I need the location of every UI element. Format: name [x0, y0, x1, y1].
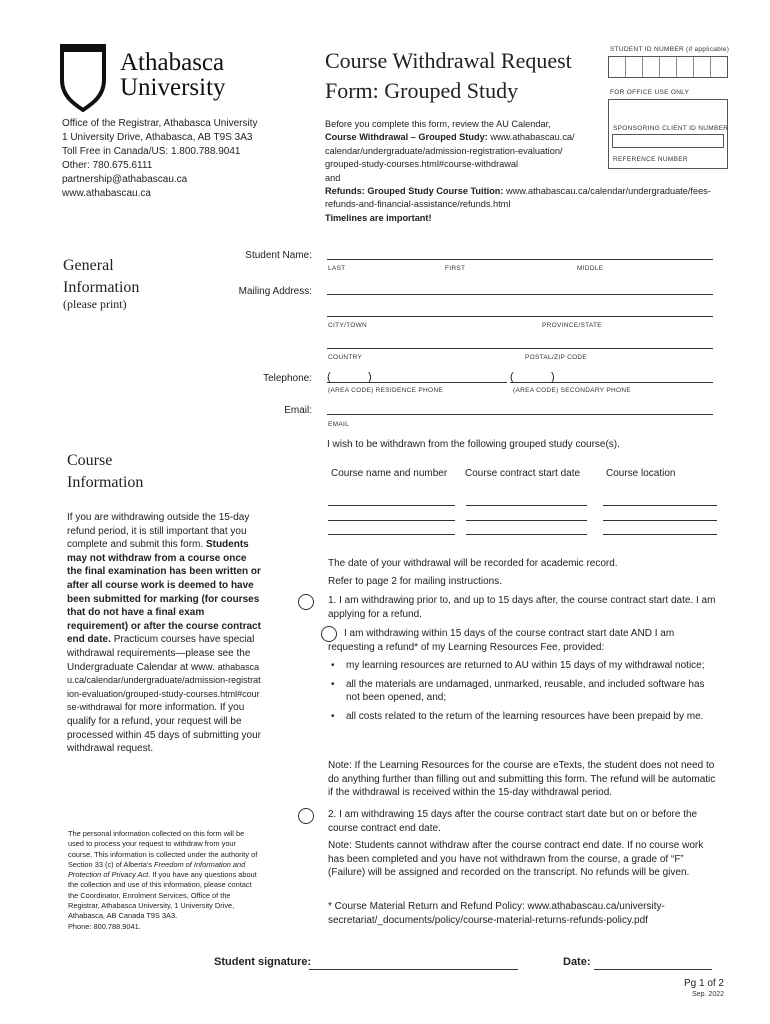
date-input[interactable]: [594, 969, 712, 970]
condition-item: • all the materials are undamaged, unmarked, reusable, and included software has not been opened, and;: [328, 678, 708, 705]
mailing-address-label: Mailing Address:: [238, 286, 312, 297]
etext-note: Note: If the Learning Resources for the course are eTexts, the student does not need to do anything further than filling out and submitting this form. The refund will be automatic if the withdrawal is received within the 15-day withdrawal period.: [328, 760, 716, 799]
course-intro: I wish to be withdrawn from the following grouped study course(s).: [327, 439, 620, 450]
privacy-text: If you have any questions about the collection and use of this information, please contact the Coordinator, Enrolment Services, Office of the Registrar, Athabasca University, 1 University Drive, Athabasca, AB Canada T9S 3A3.: [68, 870, 257, 921]
privacy-phone: Phone: 800.788.9041.: [68, 921, 141, 931]
course-name-input-3[interactable]: [328, 534, 455, 535]
timelines-note: Timelines are important!: [325, 212, 432, 223]
refund-processing-text: for more information. If you qualify for a refund, your request will be processed within 45 days of submitting your withdrawal request.: [67, 702, 261, 755]
location-input-1[interactable]: [603, 505, 717, 506]
date-label: Date:: [563, 956, 591, 968]
start-date-input-1[interactable]: [466, 505, 587, 506]
course-heading: [67, 450, 143, 494]
secondary-phone-caption: (AREA CODE) SECONDARY PHONE: [513, 387, 632, 394]
general-heading: [63, 255, 139, 299]
privacy-act: Freedom of Information and Protection of Privacy Act.: [68, 859, 246, 880]
signature-input[interactable]: [309, 969, 518, 970]
email-label: Email:: [284, 405, 312, 416]
practicum-text: Practicum courses have special withdrawal requirements—please see the Undergraduate Calendar at www.: [67, 634, 255, 673]
col-course-name: Course name and number: [331, 468, 448, 479]
col-location: Course location: [606, 468, 676, 479]
mailing-address-input-2[interactable]: [327, 316, 713, 317]
privacy-notice: [68, 829, 258, 932]
last-caption: LAST: [328, 265, 346, 272]
course-name-input-1[interactable]: [328, 505, 455, 506]
title-line1: Course Withdrawal Request: [325, 48, 572, 73]
option-1b-text: I am withdrawing within 15 days of the course contract start date AND I am requesting a refund* of my Learning Resources Fee, provided:: [328, 628, 675, 653]
postal-caption: POSTAL/ZIP CODE: [525, 354, 588, 361]
signature-label: Student signature:: [214, 956, 312, 968]
student-name-input[interactable]: [327, 259, 713, 260]
location-input-3[interactable]: [603, 534, 717, 535]
shield-icon: [60, 44, 106, 112]
withdrawal-link[interactable]: www.athabascau.ca/: [487, 132, 575, 143]
page-number: Pg 1 of 2: [683, 978, 724, 989]
option-2-radio[interactable]: [298, 808, 314, 824]
au-logo: [60, 44, 260, 114]
student-id-label: STUDENT ID NUMBER (if applicable): [610, 46, 730, 53]
address-website: www.athabascau.ca: [62, 188, 151, 199]
refund-conditions: [328, 659, 708, 728]
mailing-address-input[interactable]: [327, 294, 713, 295]
condition-item: • all costs related to the return of the learning resources have been prepaid by me.: [328, 710, 708, 724]
course-heading-2: Information: [67, 474, 144, 491]
title-line2: Form: Grouped Study: [325, 78, 519, 103]
phone-paren-open: (: [510, 371, 514, 383]
option-2-text: 2. I am withdrawing 15 days after the course contract start date but on or before the course contract end date.: [328, 809, 698, 834]
date-note: The date of your withdrawal will be recorded for academic record.: [328, 558, 618, 569]
withdrawal-info: [67, 511, 262, 756]
course-name-input-2[interactable]: [328, 520, 455, 521]
revision-date: Sep. 2022: [692, 991, 724, 998]
office-use-label: FOR OFFICE USE ONLY: [610, 89, 690, 96]
email-caption: EMAIL: [328, 421, 350, 428]
reference-label: REFERENCE NUMBER: [613, 156, 688, 163]
intro-and: and: [325, 172, 341, 183]
student-name-label: Student Name:: [245, 250, 312, 261]
address-line: Toll Free in Canada/US: 1.800.788.9041: [62, 146, 241, 157]
student-id-input[interactable]: [608, 56, 728, 78]
country-caption: COUNTRY: [328, 354, 363, 361]
phone-paren-open: (: [327, 371, 331, 383]
phone-paren-close: ): [368, 371, 372, 383]
address-email: partnership@athabascau.ca: [62, 174, 188, 185]
intro-text: [325, 118, 725, 225]
course-heading-1: Course: [67, 452, 113, 469]
province-caption: PROVINCE/STATE: [542, 322, 602, 329]
location-input-2[interactable]: [603, 520, 717, 521]
residence-phone-caption: (AREA CODE) RESIDENCE PHONE: [328, 387, 444, 394]
calendar-link[interactable]: athabascau.ca/calendar/undergraduate/admission-registration-evaluation/grouped-study-courses.html#course-withdrawal: [67, 661, 261, 713]
option-1-radio[interactable]: [298, 594, 314, 610]
address-line: 1 University Drive, Athabasca, AB T9S 3A3: [62, 132, 253, 143]
start-date-input-2[interactable]: [466, 520, 587, 521]
start-date-input-3[interactable]: [466, 534, 587, 535]
country-input[interactable]: [327, 348, 713, 349]
first-caption: FIRST: [445, 265, 466, 272]
refunds-link[interactable]: www.athabascau.ca/calendar/undergraduate/fees-: [503, 186, 711, 197]
withdrawal-link[interactable]: grouped-study-courses.html#course-withdrawal: [325, 159, 519, 170]
withdrawal-restriction: Students may not withdraw from a course once the final examination has been written or after all course work is deemed to have been submitted for marking (for courses that do not have a final exam requirement) or after the course contract end date.: [67, 539, 261, 646]
secondary-phone-input[interactable]: [510, 382, 713, 383]
sponsoring-label: SPONSORING CLIENT ID NUMBER: [613, 125, 729, 132]
policy-note: * Course Material Return and Refund Policy: www.athabascau.ca/university-secretariat/_documents/policy/course-material-returns-refunds-policy.pdf: [328, 901, 665, 926]
address-line: Other: 780.675.6111: [62, 160, 153, 171]
withdrawal-link[interactable]: calendar/undergraduate/admission-registration-evaluation/: [325, 145, 563, 156]
condition-item: • my learning resources are returned to AU within 15 days of my withdrawal notice;: [328, 659, 708, 673]
residence-phone-input[interactable]: [327, 382, 507, 383]
refunds-link[interactable]: refunds-and-financial-assistance/refunds.html: [325, 199, 511, 210]
withdrawal-label: Course Withdrawal – Grouped Study:: [325, 132, 488, 143]
withdrawal-info-text: If you are withdrawing outside the 15-day refund period, it is still important that you complete and submit this form.: [67, 512, 250, 551]
mailing-note: Refer to page 2 for mailing instructions.: [328, 576, 502, 587]
email-input[interactable]: [327, 414, 713, 415]
logo-line1: Athabasca: [120, 49, 225, 76]
refunds-label: Refunds: Grouped Study Course Tuition:: [325, 186, 504, 197]
general-heading-2: Information: [63, 279, 140, 296]
phone-paren-close: ): [551, 371, 555, 383]
logo-line2: University: [120, 74, 226, 101]
privacy-text: The personal information collected on this form will be used to process your request to withdraw from your course. This information is collected under the authority of Section 33 (c) of Alberta's: [68, 829, 258, 869]
general-heading-1: General: [63, 257, 114, 274]
col-start-date: Course contract start date: [465, 468, 581, 479]
registrar-address: [62, 117, 257, 201]
middle-caption: MIDDLE: [577, 265, 604, 272]
please-print: (please print): [63, 297, 127, 311]
city-caption: CITY/TOWN: [328, 322, 368, 329]
option-1-text: 1. I am withdrawing prior to, and up to 15 days after, the course contract start date. I am applying for a refund.: [328, 595, 716, 620]
address-line: Office of the Registrar, Athabasca University: [62, 118, 258, 129]
telephone-label: Telephone:: [263, 373, 312, 384]
form-title: [325, 46, 572, 106]
intro-line: Before you complete this form, review the AU Calendar,: [325, 119, 551, 129]
end-date-note: Note: Students cannot withdraw after the course contract end date. If no course work has been completed and you have not withdrawn from the course, a grade of “F” (Failure) will be assigned and recorded on the transcript. No refunds will be given.: [328, 840, 704, 879]
